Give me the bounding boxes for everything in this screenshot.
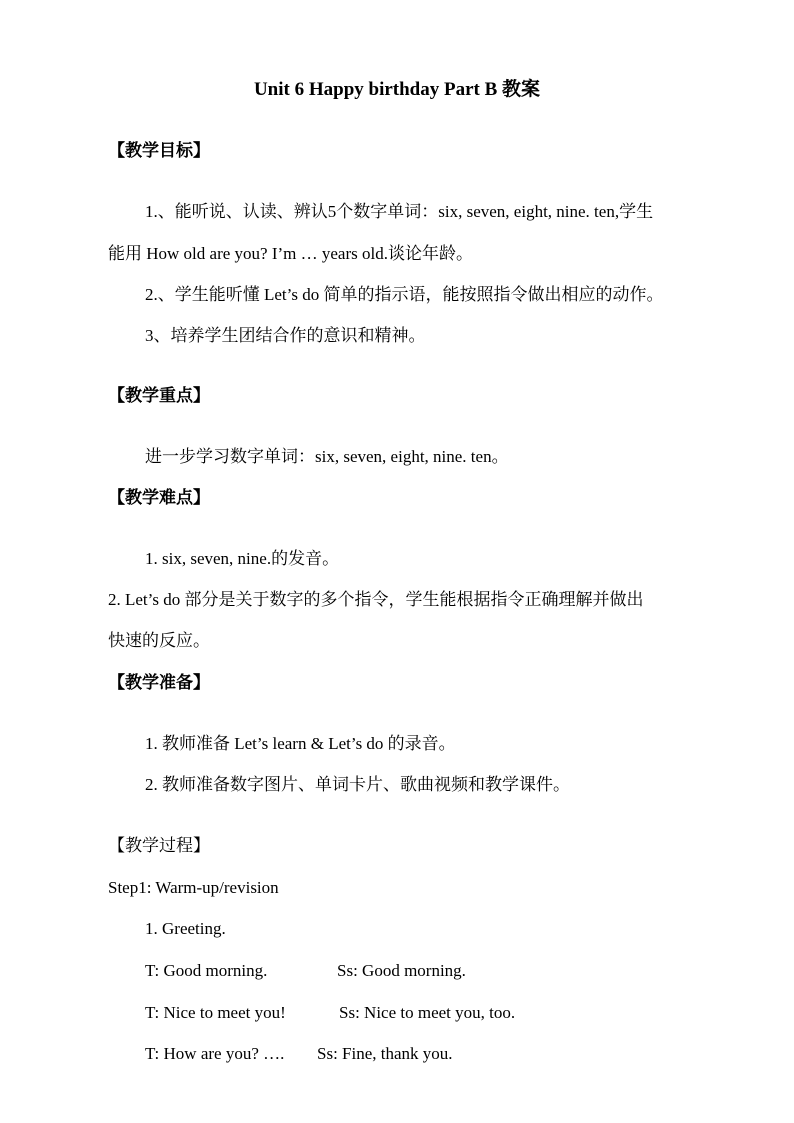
objectives-heading: 【教学目标】 xyxy=(108,141,210,160)
objective-item-1-line-1: 1.、能听说、认读、辨认5个数字单词：six, seven, eight, nine. ten,学生 xyxy=(145,202,654,221)
objective-item-3: 3、培养学生团结合作的意识和精神。 xyxy=(145,326,426,345)
dialog-teacher-line: T: How are you? …. xyxy=(145,1044,285,1063)
process-item-1: 1. Greeting. xyxy=(145,919,226,938)
difficulties-heading: 【教学难点】 xyxy=(108,488,210,507)
dialog-students-line: Ss: Nice to meet you, too. xyxy=(339,1003,516,1022)
preparation-heading: 【教学准备】 xyxy=(108,673,210,692)
dialog-students-line: Ss: Fine, thank you. xyxy=(317,1044,453,1063)
difficulty-item-1: 1. six, seven, nine.的发音。 xyxy=(145,549,340,568)
dialog-teacher-line: T: Good morning. xyxy=(145,961,268,980)
objective-item-2: 2.、学生能听懂 Let’s do 简单的指示语，能按照指令做出相应的动作。 xyxy=(145,285,664,304)
key-points-text: 进一步学习数字单词：six, seven, eight, nine. ten。 xyxy=(145,447,509,466)
objective-item-1-line-2: 能用 How old are you? I’m … years old.谈论年龄。 xyxy=(108,244,473,263)
preparation-item-1: 1. 教师准备 Let’s learn & Let’s do 的录音。 xyxy=(145,734,456,753)
preparation-item-2: 2. 教师准备数字图片、单词卡片、歌曲视频和教学课件。 xyxy=(145,775,570,794)
dialog-students-line: Ss: Good morning. xyxy=(337,961,466,980)
dialog-teacher-line: T: Nice to meet you! xyxy=(145,1003,286,1022)
difficulty-item-2-line-1: 2. Let’s do 部分是关于数字的多个指令，学生能根据指令正确理解并做出 xyxy=(108,590,644,609)
key-points-heading: 【教学重点】 xyxy=(108,386,210,405)
document-title: Unit 6 Happy birthday Part B 教案 xyxy=(253,79,541,100)
difficulty-item-2-line-2: 快速的反应。 xyxy=(108,631,210,650)
process-step-1: Step1: Warm-up/revision xyxy=(108,878,279,897)
process-heading: 【教学过程】 xyxy=(108,836,210,855)
